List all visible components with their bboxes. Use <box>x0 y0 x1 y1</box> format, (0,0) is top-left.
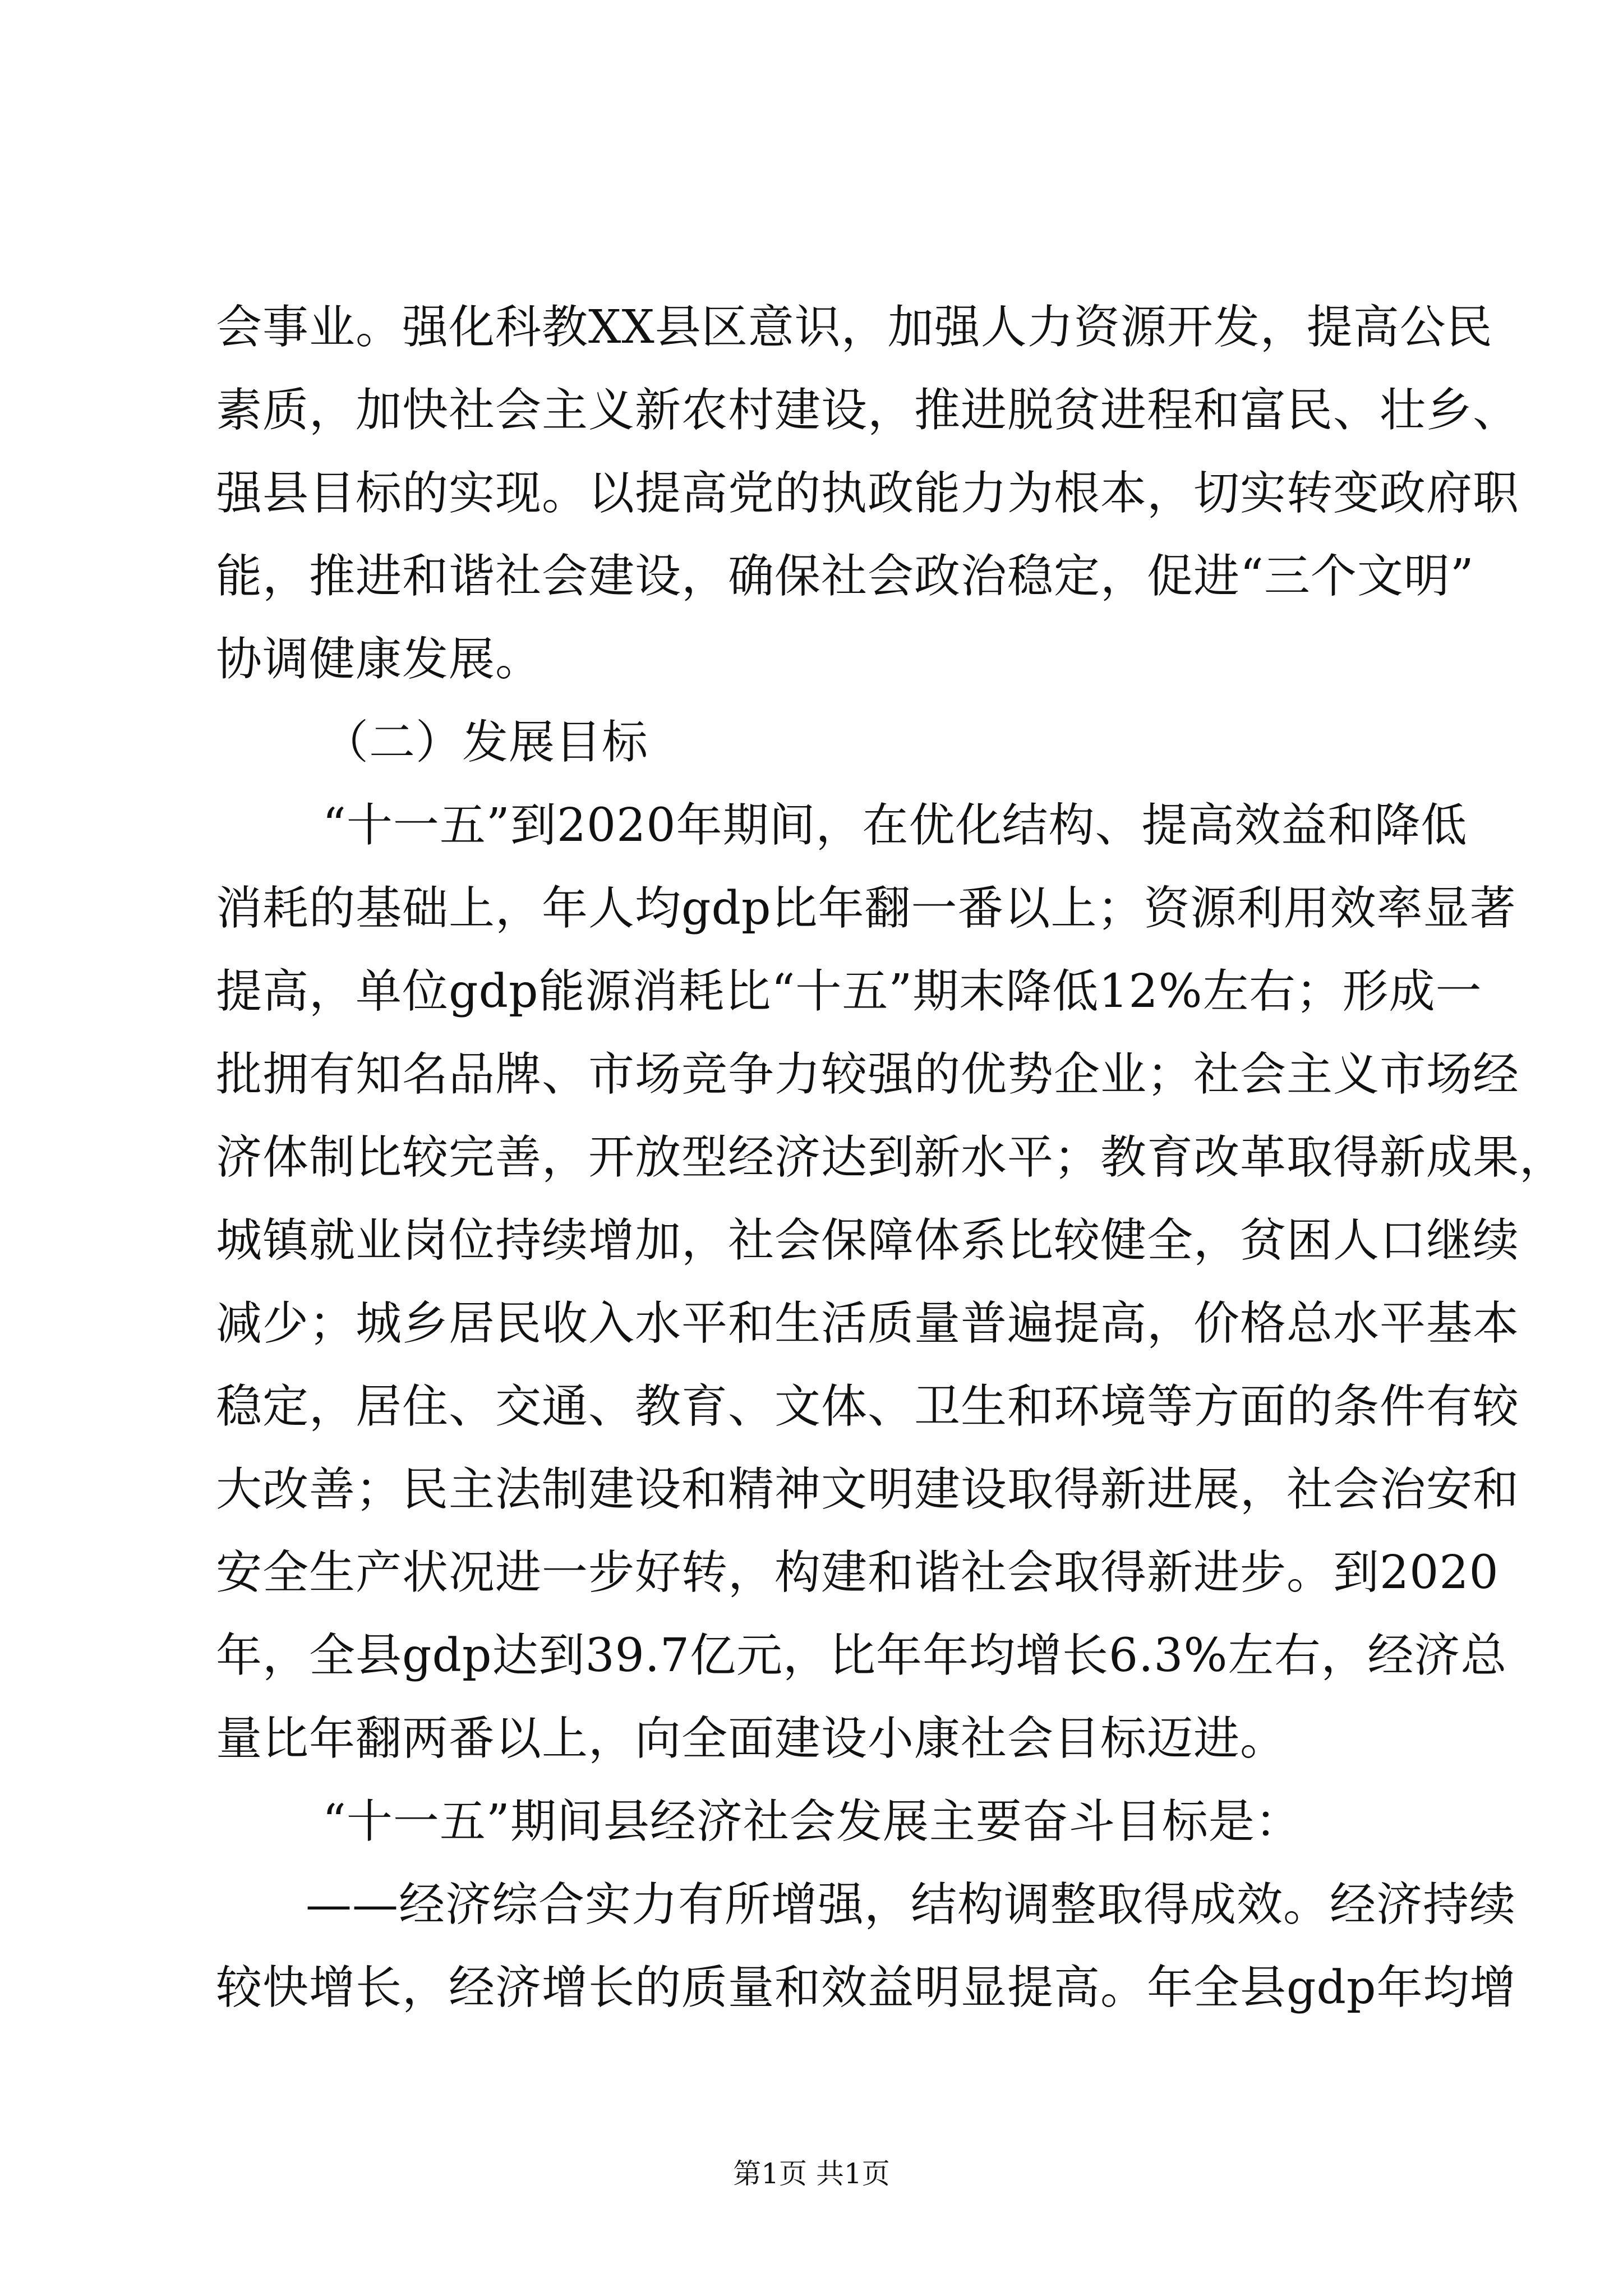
paragraph-first-line: ——经济综合实力有所增强，结构调整取得成效。经济持续 <box>306 1878 1516 1931</box>
text-line: 大改善；民主法制建设和精神文明建设取得新进展，社会治安和 <box>216 1463 1520 1516</box>
text-line: 协调健康发展。 <box>216 633 542 686</box>
text-line: 消耗的基础上，年人均gdp比年翻一番以上；资源利用效率显著 <box>216 882 1516 935</box>
page-number: 第1页 共1页 <box>733 2157 890 2190</box>
text-line: 济体制比较完善，开放型经济达到新水平；教育改革取得新成果， <box>216 1131 1566 1184</box>
text-line: 批拥有知名品牌、市场竞争力较强的优势企业；社会主义市场经 <box>216 1048 1520 1101</box>
text-line: 安全生产状况进一步好转，构建和谐社会取得新进步。到2020 <box>216 1546 1499 1599</box>
text-line: 能，推进和谐社会建设，确保社会政治稳定，促进“三个文明” <box>216 550 1474 603</box>
document-body <box>216 286 1566 2030</box>
text-line: 减少；城乡居民收入水平和生活质量普遍提高，价格总水平基本 <box>216 1297 1520 1350</box>
paragraph-first-line: “十一五”期间县经济社会发展主要奋斗目标是： <box>322 1795 1302 1848</box>
text-line: 提高，单位gdp能源消耗比“十五”期末降低12%左右；形成一 <box>216 965 1482 1018</box>
text-line: 强县目标的实现。以提高党的执政能力为根本，切实转变政府职 <box>216 467 1520 520</box>
text-line: 量比年翻两番以上，向全面建设小康社会目标迈进。 <box>216 1712 1287 1765</box>
text-line: 稳定，居住、交通、教育、文体、卫生和环境等方面的条件有较 <box>216 1380 1520 1433</box>
text-line: 会事业。强化科教XX县区意识，加强人力资源开发，提高公民 <box>216 301 1493 354</box>
text-line: 较快增长，经济增长的质量和效益明显提高。年全县gdp年均增 <box>216 1961 1516 2014</box>
text-line: 素质，加快社会主义新农村建设，推进脱贫进程和富民、壮乡、 <box>216 384 1520 437</box>
section-heading: （二）发展目标 <box>322 716 649 769</box>
text-line: 年，全县gdp达到39.7亿元，比年年均增长6.3%左右，经济总 <box>216 1629 1507 1682</box>
paragraph-first-line: “十一五”到2020年期间，在优化结构、提高效益和降低 <box>322 799 1468 852</box>
page-footer <box>0 2154 1623 2193</box>
text-line: 城镇就业岗位持续增加，社会保障体系比较健全，贫困人口继续 <box>216 1214 1520 1267</box>
